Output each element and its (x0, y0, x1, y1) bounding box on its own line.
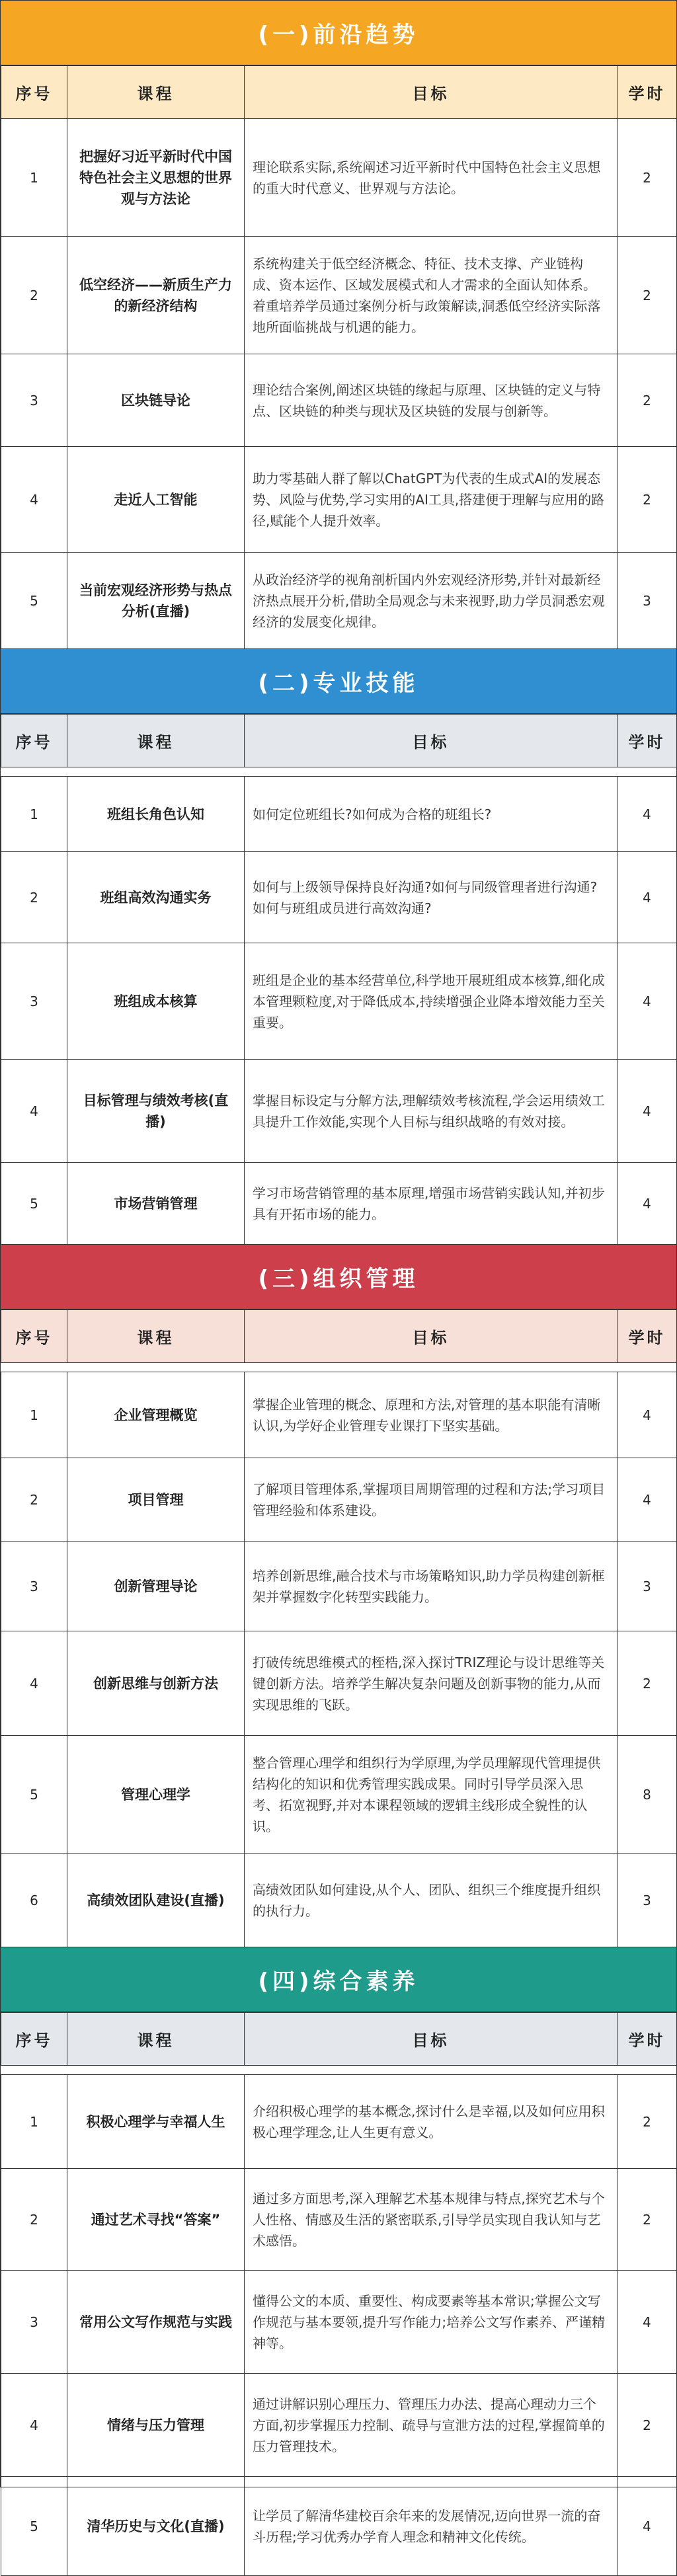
row-goal: 理论结合案例,阐述区块链的缘起与原理、区块链的定义与特点、区块链的种类与现状及区块链的发展与创新等。 (245, 354, 617, 447)
table-row (1, 852, 677, 943)
section-title: (三)组织管理 (1, 1245, 676, 1309)
header-goal: 目标 (245, 715, 617, 767)
table-row (1, 553, 677, 649)
section-title: (四)综合素养 (1, 1947, 676, 2012)
table-row (1, 2374, 677, 2477)
table-row (1, 777, 677, 852)
row-course: 情绪与压力管理 (67, 2374, 245, 2477)
row-hours: 2 (617, 2169, 677, 2271)
gap-cell (1, 767, 677, 777)
row-goal: 班组是企业的基本经营单位,科学地开展班组成本核算,细化成本管理颗粒度,对于降低成本,持续增强企业降本增效能力至关重要。 (245, 943, 617, 1060)
header-num: 序号 (1, 2013, 67, 2066)
row-goal: 让学员了解清华建校百余年来的发展情况,迈向世界一流的奋斗历程;学习优秀办学育人理念和精神文化传统。 (245, 2477, 617, 2576)
table-header (1, 715, 677, 767)
row-num: 5 (1, 553, 67, 649)
table-gap (1, 1363, 677, 1372)
course-table (1, 65, 677, 649)
row-num: 1 (1, 119, 67, 237)
course-table (1, 2012, 677, 2576)
table-row (1, 119, 677, 237)
row-hours: 4 (617, 1458, 677, 1542)
header-hours: 学时 (617, 715, 677, 767)
gap-cell (1, 1363, 677, 1372)
header-hours: 学时 (617, 66, 677, 119)
row-goal: 高绩效团队如何建设,从个人、团队、组织三个维度提升组织的执行力。 (245, 1854, 617, 1947)
row-num: 4 (1, 1060, 67, 1163)
section-title: (一)前沿趋势 (1, 1, 676, 65)
section-professional-skills (1, 649, 676, 1245)
table-row (1, 943, 677, 1060)
table-row (1, 1631, 677, 1736)
row-hours: 4 (617, 1060, 677, 1163)
section-organization-management (1, 1245, 676, 1947)
row-goal: 懂得公文的本质、重要性、构成要素等基本常识;掌握公文写作规范与基本要领,提升写作能力;培养公文写作素养、严谨精神等。 (245, 2271, 617, 2374)
row-course: 常用公文写作规范与实践 (67, 2271, 245, 2374)
row-hours: 3 (617, 1542, 677, 1631)
row-num: 6 (1, 1854, 67, 1947)
header-course: 课程 (67, 2013, 245, 2066)
row-num: 3 (1, 354, 67, 447)
row-course: 管理心理学 (67, 1736, 245, 1854)
table-row (1, 447, 677, 553)
header-course: 课程 (67, 1310, 245, 1363)
row-course: 项目管理 (67, 1458, 245, 1542)
row-num: 2 (1, 852, 67, 943)
row-goal: 介绍积极心理学的基本概念,探讨什么是幸福,以及如何应用积极心理学理念,让人生更有意义。 (245, 2075, 617, 2169)
row-num: 2 (1, 2169, 67, 2271)
row-hours: 4 (617, 1163, 677, 1245)
row-hours: 4 (617, 777, 677, 852)
table-row (1, 1854, 677, 1947)
row-hours: 2 (617, 237, 677, 354)
row-hours: 8 (617, 1736, 677, 1854)
row-course: 通过艺术寻找“答案” (67, 2169, 245, 2271)
header-goal: 目标 (245, 66, 617, 119)
row-course: 市场营销管理 (67, 1163, 245, 1245)
row-course: 班组长角色认知 (67, 777, 245, 852)
table-row (1, 1736, 677, 1854)
table-header (1, 1310, 677, 1363)
table-row (1, 2075, 677, 2169)
row-hours: 2 (617, 354, 677, 447)
row-course: 班组高效沟通实务 (67, 852, 245, 943)
header-num: 序号 (1, 715, 67, 767)
gap-cell (1, 2066, 677, 2075)
row-num: 5 (1, 1736, 67, 1854)
row-goal: 打破传统思维模式的桎梏,深入探讨TRIZ理论与设计思维等关键创新方法。培养学生解决复杂问题及创新事物的能力,从而实现思维的飞跃。 (245, 1631, 617, 1736)
row-num: 4 (1, 2374, 67, 2477)
row-course: 走近人工智能 (67, 447, 245, 553)
row-course: 班组成本核算 (67, 943, 245, 1060)
header-course: 课程 (67, 715, 245, 767)
row-num: 2 (1, 1458, 67, 1542)
table-row (1, 1542, 677, 1631)
row-num: 5 (1, 1163, 67, 1245)
row-num: 1 (1, 1372, 67, 1458)
table-row (1, 1458, 677, 1542)
row-num: 2 (1, 237, 67, 354)
row-course: 当前宏观经济形势与热点分析(直播) (67, 553, 245, 649)
row-num: 1 (1, 777, 67, 852)
course-table (1, 714, 677, 1245)
header-goal: 目标 (245, 2013, 617, 2066)
header-hours: 学时 (617, 2013, 677, 2066)
row-num: 3 (1, 1542, 67, 1631)
row-hours: 4 (617, 2477, 677, 2576)
row-goal: 了解项目管理体系,掌握项目周期管理的过程和方法;学习项目管理经验和体系建设。 (245, 1458, 617, 1542)
section-comprehensive-literacy (1, 1947, 676, 2576)
table-row (1, 1372, 677, 1458)
row-hours: 3 (617, 553, 677, 649)
row-num: 3 (1, 2271, 67, 2374)
row-course: 创新管理导论 (67, 1542, 245, 1631)
row-hours: 3 (617, 1854, 677, 1947)
table-gap (1, 2066, 677, 2075)
row-goal: 培养创新思维,融合技术与市场策略知识,助力学员构建创新框架并掌握数字化转型实践能力。 (245, 1542, 617, 1631)
row-hours: 4 (617, 943, 677, 1060)
row-hours: 4 (617, 1372, 677, 1458)
row-num: 4 (1, 1631, 67, 1736)
row-num: 1 (1, 2075, 67, 2169)
row-goal: 如何与上级领导保持良好沟通?如何与同级管理者进行沟通?如何与班组成员进行高效沟通? (245, 852, 617, 943)
header-num: 序号 (1, 66, 67, 119)
row-course: 低空经济——新质生产力的新经济结构 (67, 237, 245, 354)
row-goal: 通过讲解识别心理压力、管理压力办法、提高心理动力三个方面,初步掌握压力控制、疏导与宣泄方法的过程,掌握简单的压力管理技术。 (245, 2374, 617, 2477)
row-goal: 如何定位班组长?如何成为合格的班组长? (245, 777, 617, 852)
row-course: 区块链导论 (67, 354, 245, 447)
row-course: 积极心理学与幸福人生 (67, 2075, 245, 2169)
row-course: 企业管理概览 (67, 1372, 245, 1458)
row-goal: 理论联系实际,系统阐述习近平新时代中国特色社会主义思想的重大时代意义、世界观与方法论。 (245, 119, 617, 237)
row-course: 目标管理与绩效考核(直播) (67, 1060, 245, 1163)
row-goal: 掌握企业管理的概念、原理和方法,对管理的基本职能有清晰认识,为学好企业管理专业课打下坚实基础。 (245, 1372, 617, 1458)
row-hours: 4 (617, 2271, 677, 2374)
course-table (1, 1309, 677, 1947)
row-num: 3 (1, 943, 67, 1060)
table-header (1, 2013, 677, 2066)
row-num: 5 (1, 2477, 67, 2576)
row-goal: 学习市场营销管理的基本原理,增强市场营销实践认知,并初步具有开拓市场的能力。 (245, 1163, 617, 1245)
table-row (1, 2477, 677, 2576)
table-row (1, 2271, 677, 2374)
table-row (1, 1163, 677, 1245)
row-hours: 2 (617, 1631, 677, 1736)
row-hours: 2 (617, 119, 677, 237)
row-course: 把握好习近平新时代中国特色社会主义思想的世界观与方法论 (67, 119, 245, 237)
table-row (1, 354, 677, 447)
header-goal: 目标 (245, 1310, 617, 1363)
table-gap (1, 767, 677, 777)
header-hours: 学时 (617, 1310, 677, 1363)
row-goal: 系统构建关于低空经济概念、特征、技术支撑、产业链构成、资本运作、区域发展模式和人才需求的全面认知体系。着重培养学员通过案例分析与政策解读,洞悉低空经济实际落地所面临挑战与机遇的能力。 (245, 237, 617, 354)
section-frontier-trends (1, 1, 676, 649)
row-num: 4 (1, 447, 67, 553)
row-hours: 2 (617, 2374, 677, 2477)
row-course: 高绩效团队建设(直播) (67, 1854, 245, 1947)
header-course: 课程 (67, 66, 245, 119)
row-goal: 掌握目标设定与分解方法,理解绩效考核流程,学会运用绩效工具提升工作效能,实现个人目标与组织战略的有效对接。 (245, 1060, 617, 1163)
table-row (1, 237, 677, 354)
header-num: 序号 (1, 1310, 67, 1363)
row-hours: 2 (617, 447, 677, 553)
row-hours: 4 (617, 852, 677, 943)
table-row (1, 2169, 677, 2271)
row-course: 创新思维与创新方法 (67, 1631, 245, 1736)
row-goal: 从政治经济学的视角剖析国内外宏观经济形势,并针对最新经济热点展开分析,借助全局观念与未来视野,助力学员洞悉宏观经济的发展变化规律。 (245, 553, 617, 649)
table-row (1, 1060, 677, 1163)
row-hours: 2 (617, 2075, 677, 2169)
row-goal: 整合管理心理学和组织行为学原理,为学员理解现代管理提供结构化的知识和优秀管理实践成果。同时引导学员深入思考、拓宽视野,并对本课程领域的逻辑主线形成全貌性的认识。 (245, 1736, 617, 1854)
row-course: 清华历史与文化(直播) (67, 2477, 245, 2576)
row-goal: 助力零基础人群了解以ChatGPT为代表的生成式AI的发展态势、风险与优势,学习实用的AI工具,搭建便于理解与应用的路径,赋能个人提升效率。 (245, 447, 617, 553)
section-title: (二)专业技能 (1, 649, 676, 714)
row-goal: 通过多方面思考,深入理解艺术基本规律与特点,探究艺术与个人性格、情感及生活的紧密联系,引导学员实现自我认知与艺术感悟。 (245, 2169, 617, 2271)
table-header (1, 66, 677, 119)
